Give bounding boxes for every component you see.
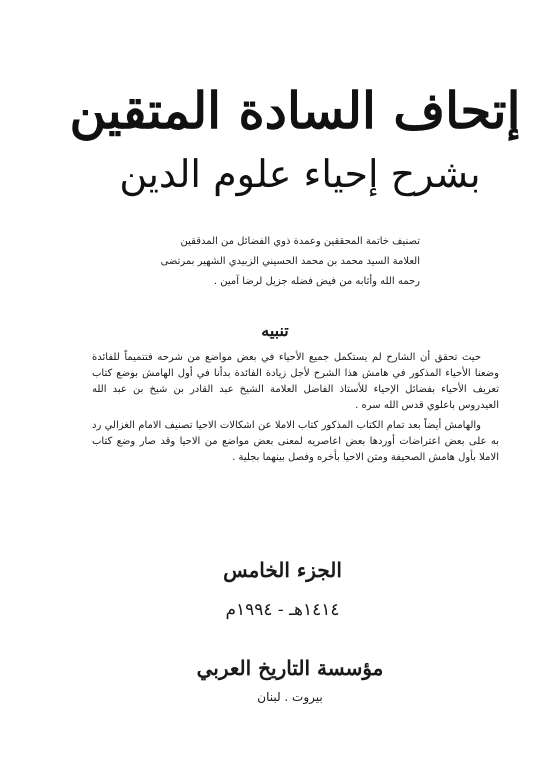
volume-label: الجزء الخامس xyxy=(223,558,342,582)
publisher-name: مؤسسة التاريخ العربي xyxy=(196,656,384,680)
publication-date: ١٤١٤هـ - ١٩٩٤م xyxy=(225,600,340,620)
notice-heading: تنبيه xyxy=(261,321,289,340)
notice-text xyxy=(92,350,499,470)
publisher-city: بيروت . لبنان xyxy=(257,690,323,704)
notice-paragraph: حيث تحقق أن الشارح لم يستكمل جميع الأحياء في بعض مواضع من شرحه فتتميماً للفائدة وضعنا الأحياء المذكور في هامش هذا الشرح لأجل زيادة الفائدة بدأنا في أول الهامش بوضع كتاب تعريف الأحياء بفضائل الإحياء للأستاذ الفاضل العلامة الشيخ عبد القادر بن شيخ بن عبد الله العيدروس باعلوي قدس الله سره . xyxy=(92,352,499,411)
author-line: رحمه الله وأثابه من فيض فضله جزيل لرضا آمين . xyxy=(213,276,420,287)
author-block xyxy=(150,232,420,292)
notice-paragraph: والهامش أيضاً بعد تمام الكتاب المذكور كتاب الاملا عن اشكالات الاحيا تصنيف الامام الغزالي رد به على بعض اعتراضات أوردها بعض اعاصريه لمعنى بعض مواضع من الاحيا وقد صار وضع كتاب الاملا بأول هامش الصحيفة ومتن الاحيا بأخره وفصل بينهما بجلية . xyxy=(92,420,499,463)
book-subtitle: بشرح إحياء علوم الدين xyxy=(119,152,481,196)
author-line: العلامة السيد محمد بن محمد الحسيني الزبيدي الشهير بمرتضى xyxy=(160,256,420,267)
book-title: إتحاف السادة المتقين xyxy=(69,81,521,140)
author-line: تصنيف خاتمة المحققين وعمدة ذوي الفضائل من المدققين xyxy=(180,236,420,247)
